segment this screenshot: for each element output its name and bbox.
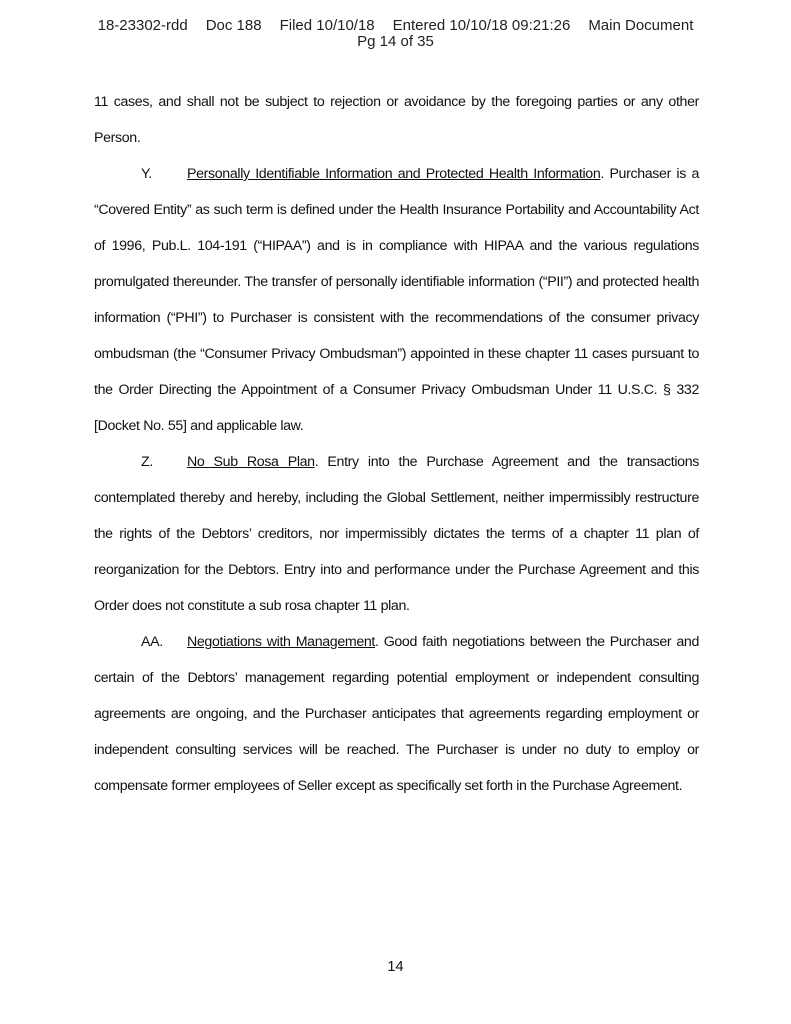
section-heading: Personally Identifiable Information and Protected Health Information <box>187 166 601 182</box>
section-letter: Z. <box>141 454 153 470</box>
page-number: 14 <box>387 959 404 975</box>
section-heading: No Sub Rosa Plan <box>187 454 315 470</box>
filed-date: Filed 10/10/18 <box>279 17 375 34</box>
document-type: Main Document <box>588 17 694 34</box>
case-number: 18-23302-rdd <box>97 17 188 34</box>
page-header <box>0 18 791 50</box>
section-aa-paragraph <box>94 624 699 804</box>
continuation-paragraph: 11 cases, and shall not be subject to rejection or avoidance by the foregoing parties or any other Person. <box>94 94 699 146</box>
section-z-paragraph <box>94 444 699 624</box>
section-text: . Entry into the Purchase Agreement and the transactions contemplated thereby and hereby, including the Global Settlement, neither impermissibly restructure the rights of the Debtors’ creditors, nor impermissibly dictates the terms of a chapter 11 plan of reorganization for the Debtors. Entry into and performance under the Purchase Agreement and this Order does not constitute a sub rosa chapter 11 plan. <box>94 454 699 614</box>
document-body <box>94 84 699 804</box>
page-count: Pg 14 of 35 <box>357 33 434 50</box>
section-text: . Good faith negotiations between the Purchaser and certain of the Debtors’ management regarding potential employment or independent consulting agreements are ongoing, and the Purchaser anticipates that agreements regarding employment or independent consulting services will be reached. The Purchaser is under no duty to employ or compensate former employees of Seller except as specifically set forth in the Purchase Agreement. <box>94 634 699 794</box>
filing-line <box>0 18 791 34</box>
section-text: . Purchaser is a “Covered Entity” as such term is defined under the Health Insurance Portability and Accountability Act of 1996, Pub.L. 104-191 (“HIPAA”) and is in compliance with HIPAA and the various regulations promulgated thereunder. The transfer of personally identifiable information (“PII”) and protected health information (“PHI”) to Purchaser is consistent with the recommendations of the consumer privacy ombudsman (the “Consumer Privacy Ombudsman”) appointed in these chapter 11 cases pursuant to the Order Directing the Appointment of a Consumer Privacy Ombudsman Under 11 U.S.C. § 332 [Docket No. 55] and applicable law. <box>94 166 699 434</box>
entered-date: Entered 10/10/18 09:21:26 <box>392 17 571 34</box>
section-y-paragraph <box>94 156 699 444</box>
section-letter: Y. <box>141 166 152 182</box>
section-letter: AA. <box>141 634 163 650</box>
section-heading: Negotiations with Management <box>187 634 376 650</box>
docket-number: Doc 188 <box>205 17 262 34</box>
